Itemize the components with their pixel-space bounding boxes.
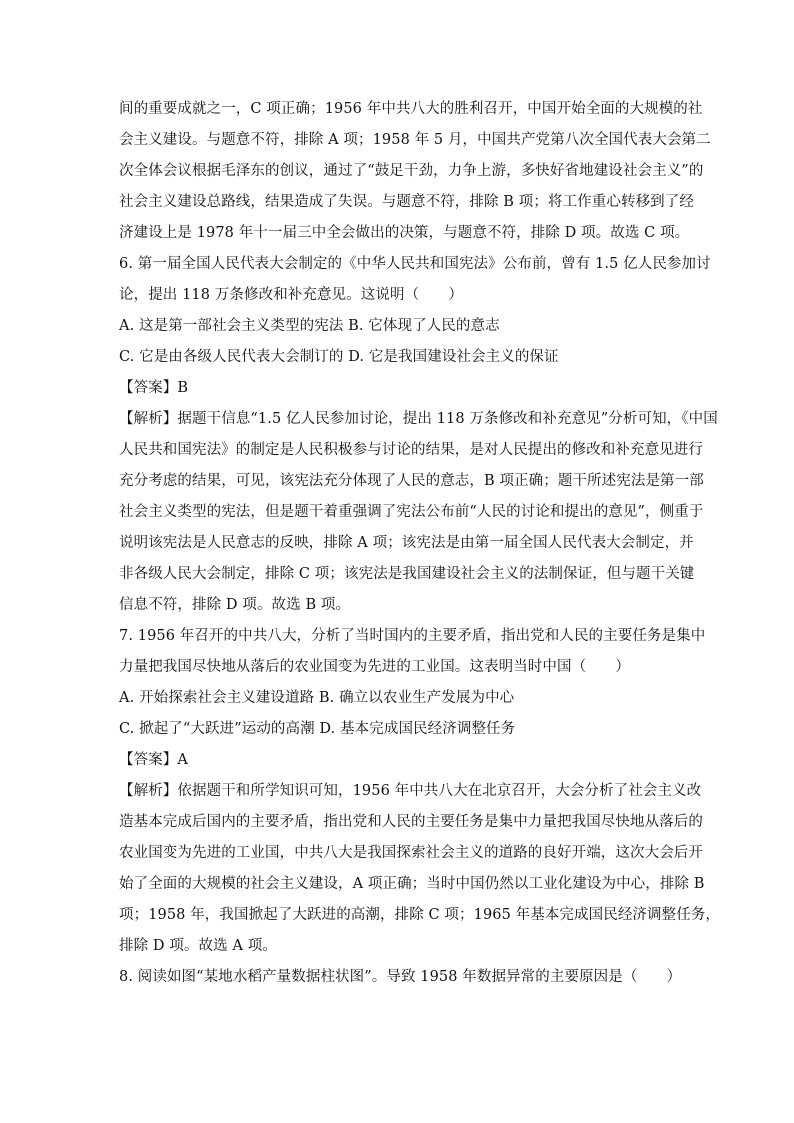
text-line: 充分考虑的结果，可见，该宪法充分体现了人民的意志，B 项正确；题干所述宪法是第一部: [119, 473, 704, 489]
question-7-stem-cont: 力量把我国尽快地从落后的农业国变为先进的工业国。这表明当时中国（ ）: [119, 659, 630, 675]
text-line: 说明该宪法是人民意志的反映，排除 A 项；该宪法是由第一届全国人民代表大会制定，并: [119, 535, 694, 551]
text-line: 农业国变为先进的工业国，中共八大是我国探索社会主义的道路的良好开端，这次大会后开: [119, 845, 703, 861]
text-line: 社会主义建设总路线，结果造成了失误。与题意不符，排除 B 项；将工作重心转移到了经: [119, 194, 694, 210]
text-line: 社会主义类型的宪法，但是题干着重强调了宪法公布前“人民的讨论和提出的意见”，侧重于: [119, 504, 704, 520]
document-page: [119, 94, 721, 993]
text-line: 济建设上是 1978 年十一届三中全会做出的决策，与题意不符，排除 D 项。故选 C 项。: [119, 225, 690, 241]
text-line: 造基本完成后国内的主要矛盾，指出党和人民的主要任务是集中力量把我国尽快地从落后的: [119, 814, 703, 830]
question-6-options-cd: C. 它是由各级人民代表大会制订的 D. 它是我国建设社会主义的保证: [119, 349, 559, 365]
question-7-analysis: 【解析】依据题干和所学知识可知，1956 年中共八大在北京召开，大会分析了社会主义改: [119, 783, 702, 799]
question-7-stem: 7. 1956 年召开的中共八大，分析了当时国内的主要矛盾，指出党和人民的主要任务是集中: [119, 628, 706, 644]
question-6-stem: 6. 第一届全国人民代表大会制定的《中华人民共和国宪法》公布前，曾有 1.5 亿人民参加讨: [119, 256, 711, 272]
text-line: 次全体会议根据毛泽东的创议，通过了“鼓足干劲，力争上游，多快好省地建设社会主义”的: [119, 163, 704, 179]
question-7-answer: 【答案】A: [119, 752, 188, 768]
text-line: 项；1958 年，我国掀起了大跃进的高潮，排除 C 项；1965 年基本完成国民经济调整任务，: [119, 907, 721, 923]
text-line: 会主义建设。与题意不符，排除 A 项；1958 年 5 月，中国共产党第八次全国代表大会第二: [119, 132, 711, 148]
text-line: 非各级人民大会制定，排除 C 项；该宪法是我国建设社会主义的法制保证，但与题干关键: [119, 566, 695, 582]
question-6-analysis: 【解析】据题干信息“1.5 亿人民参加讨论，提出 118 万条修改和补充意见”分析可知，《中国: [119, 411, 718, 427]
text-line: 始了全面的大规模的社会主义建设，A 项正确；当时中国仍然以工业化建设为中心，排除 B: [119, 876, 705, 892]
text-line: 人民共和国宪法》的制定是人民积极参与讨论的结果，是对人民提出的修改和补充意见进行: [119, 442, 703, 458]
question-6-answer: 【答案】B: [119, 380, 189, 396]
text-line: 间的重要成就之一，C 项正确；1956 年中共八大的胜利召开，中国开始全面的大规模的社: [119, 101, 703, 117]
question-7-options-ab: A. 开始探索社会主义建设道路 B. 确立以农业生产发展为中心: [119, 690, 515, 706]
question-6-stem-cont: 论，提出 118 万条修改和补充意见。这说明（ ）: [119, 287, 463, 303]
question-8-stem: 8. 阅读如图“某地水稻产量数据柱状图”。导致 1958 年数据异常的主要原因是（ ）: [119, 969, 682, 985]
question-7-options-cd: C. 掀起了“大跃进”运动的高潮 D. 基本完成国民经济调整任务: [119, 721, 516, 737]
question-6-options-ab: A. 这是第一部社会主义类型的宪法 B. 它体现了人民的意志: [119, 318, 500, 334]
text-line: 信息不符，排除 D 项。故选 B 项。: [119, 597, 351, 613]
text-line: 排除 D 项。故选 A 项。: [119, 938, 277, 954]
